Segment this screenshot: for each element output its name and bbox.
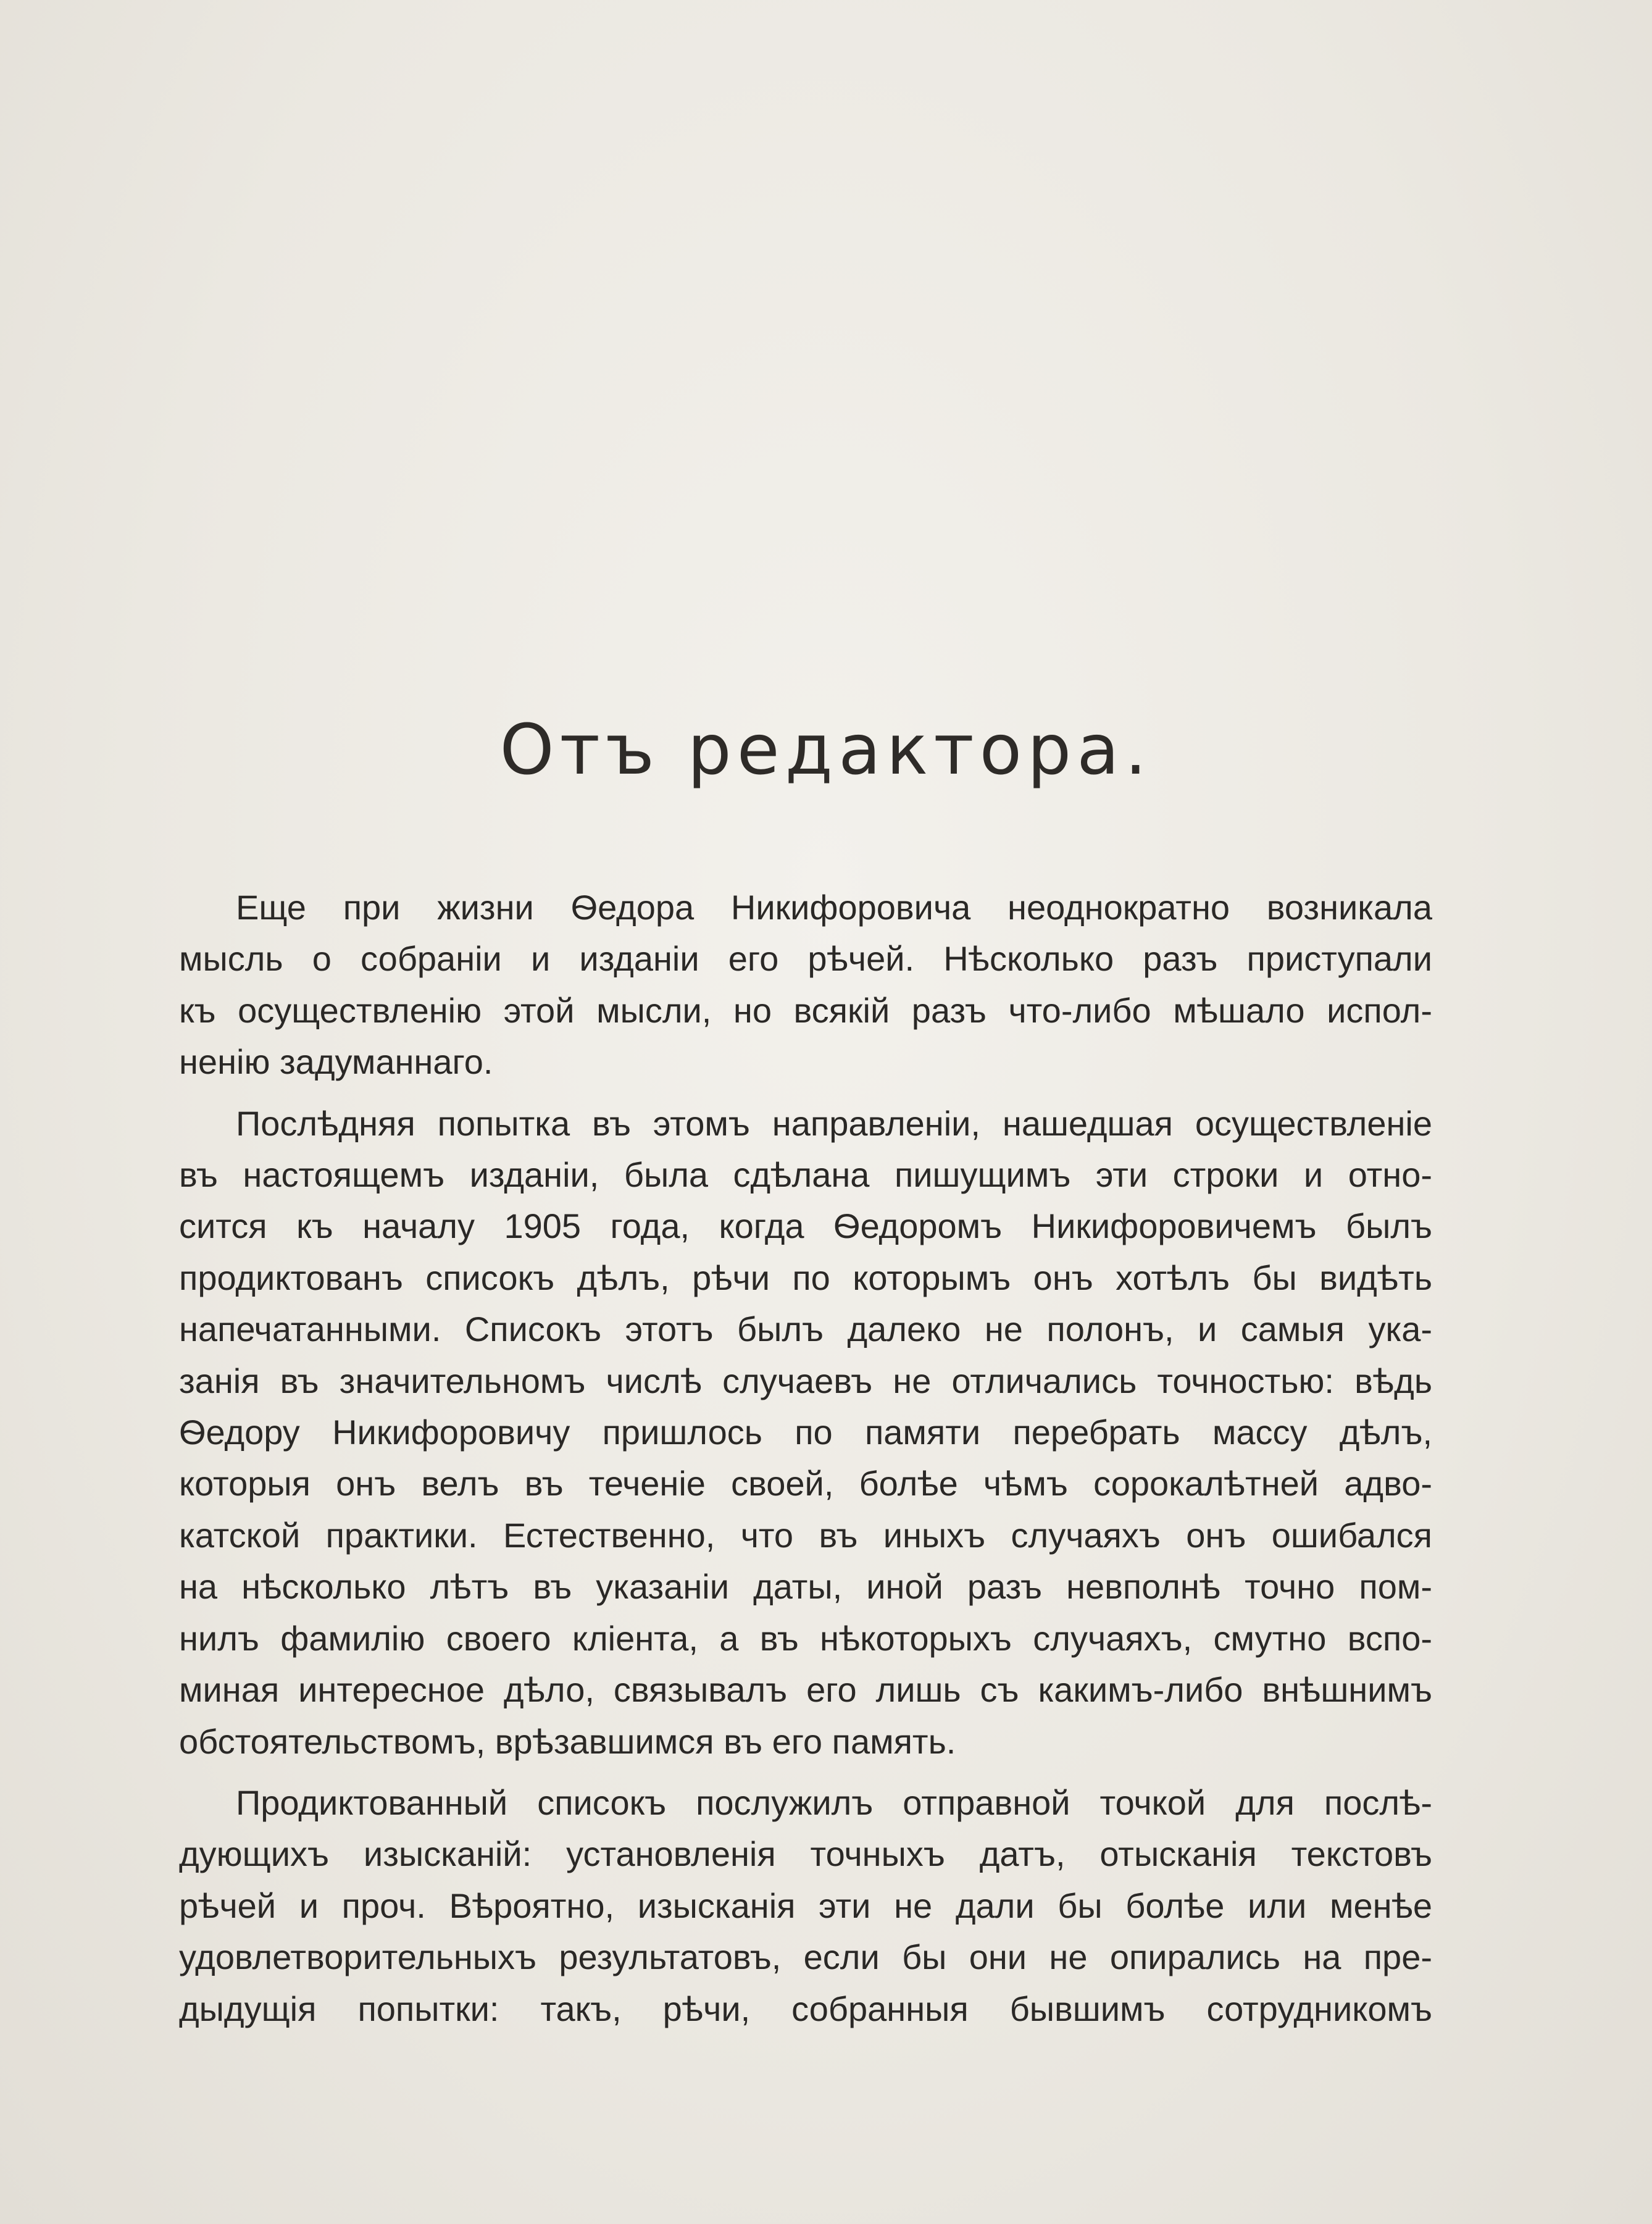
- text-line: напечатанными. Списокъ этотъ былъ далеко не полонъ, и самыя ука-: [179, 1310, 1432, 1349]
- text-line: продиктованъ списокъ дѣлъ, рѣчи по которымъ онъ хотѣлъ бы видѣть: [179, 1258, 1432, 1297]
- paragraph-3: [179, 1777, 1432, 2034]
- text-line: нилъ фамилію своего кліента, а въ нѣкоторыхъ случаяхъ, смутно вспо-: [179, 1618, 1432, 1658]
- paragraph-2: [179, 1098, 1432, 1767]
- text-line: занія въ значительномъ числѣ случаевъ не отличались точностью: вѣдь: [179, 1361, 1432, 1400]
- text-line: Еще при жизни Ѳедора Никифоровича неоднократно возникала: [236, 888, 1432, 927]
- text-line: мысль о собраніи и изданіи его рѣчей. Нѣсколько разъ приступали: [179, 939, 1432, 979]
- text-line: Ѳедору Никифоровичу пришлось по памяти перебрать массу дѣлъ,: [179, 1413, 1432, 1452]
- text-line: дующихъ изысканій: установленія точныхъ датъ, отысканія текстовъ: [179, 1834, 1432, 1874]
- text-line: Продиктованный списокъ послужилъ отправной точкой для послѣ-: [236, 1783, 1432, 1822]
- text-line: на нѣсколько лѣтъ въ указаніи даты, иной разъ невполнѣ точно пом-: [179, 1567, 1432, 1607]
- text-line: ненію задуманнаго.: [179, 1042, 493, 1082]
- paragraph-1: [179, 882, 1432, 1088]
- text-line: катской практики. Естественно, что въ иныхъ случаяхъ онъ ошибался: [179, 1515, 1432, 1555]
- text-line: удовлетворительныхъ результатовъ, если бы они не опирались на пре-: [179, 1938, 1432, 1977]
- body-text: [179, 882, 1432, 2044]
- text-line: сится къ началу 1905 года, когда Ѳедоромъ Никифоровичемъ былъ: [179, 1206, 1432, 1246]
- text-line: Послѣдняя попытка въ этомъ направленіи, нашедшая осуществленіе: [236, 1103, 1432, 1143]
- page-title: Отъ редактора.: [499, 710, 1153, 790]
- text-line: въ настоящемъ изданіи, была сдѣлана пишущимъ эти строки и отно-: [179, 1155, 1432, 1195]
- text-line: рѣчей и проч. Вѣроятно, изысканія эти не дали бы болѣе или менѣе: [179, 1886, 1432, 1925]
- text-line: дыдущія попытки: такъ, рѣчи, собранныя бывшимъ сотрудникомъ: [179, 1989, 1432, 2028]
- text-line: миная интересное дѣло, связывалъ его лишь съ какимъ-либо внѣшнимъ: [179, 1670, 1432, 1710]
- text-line: которыя онъ велъ въ теченіе своей, болѣе чѣмъ сорокалѣтней адво-: [179, 1464, 1432, 1503]
- text-line: обстоятельствомъ, врѣзавшимся въ его память.: [179, 1721, 956, 1761]
- text-line: къ осуществленію этой мысли, но всякій разъ что-либо мѣшало испол-: [179, 990, 1432, 1030]
